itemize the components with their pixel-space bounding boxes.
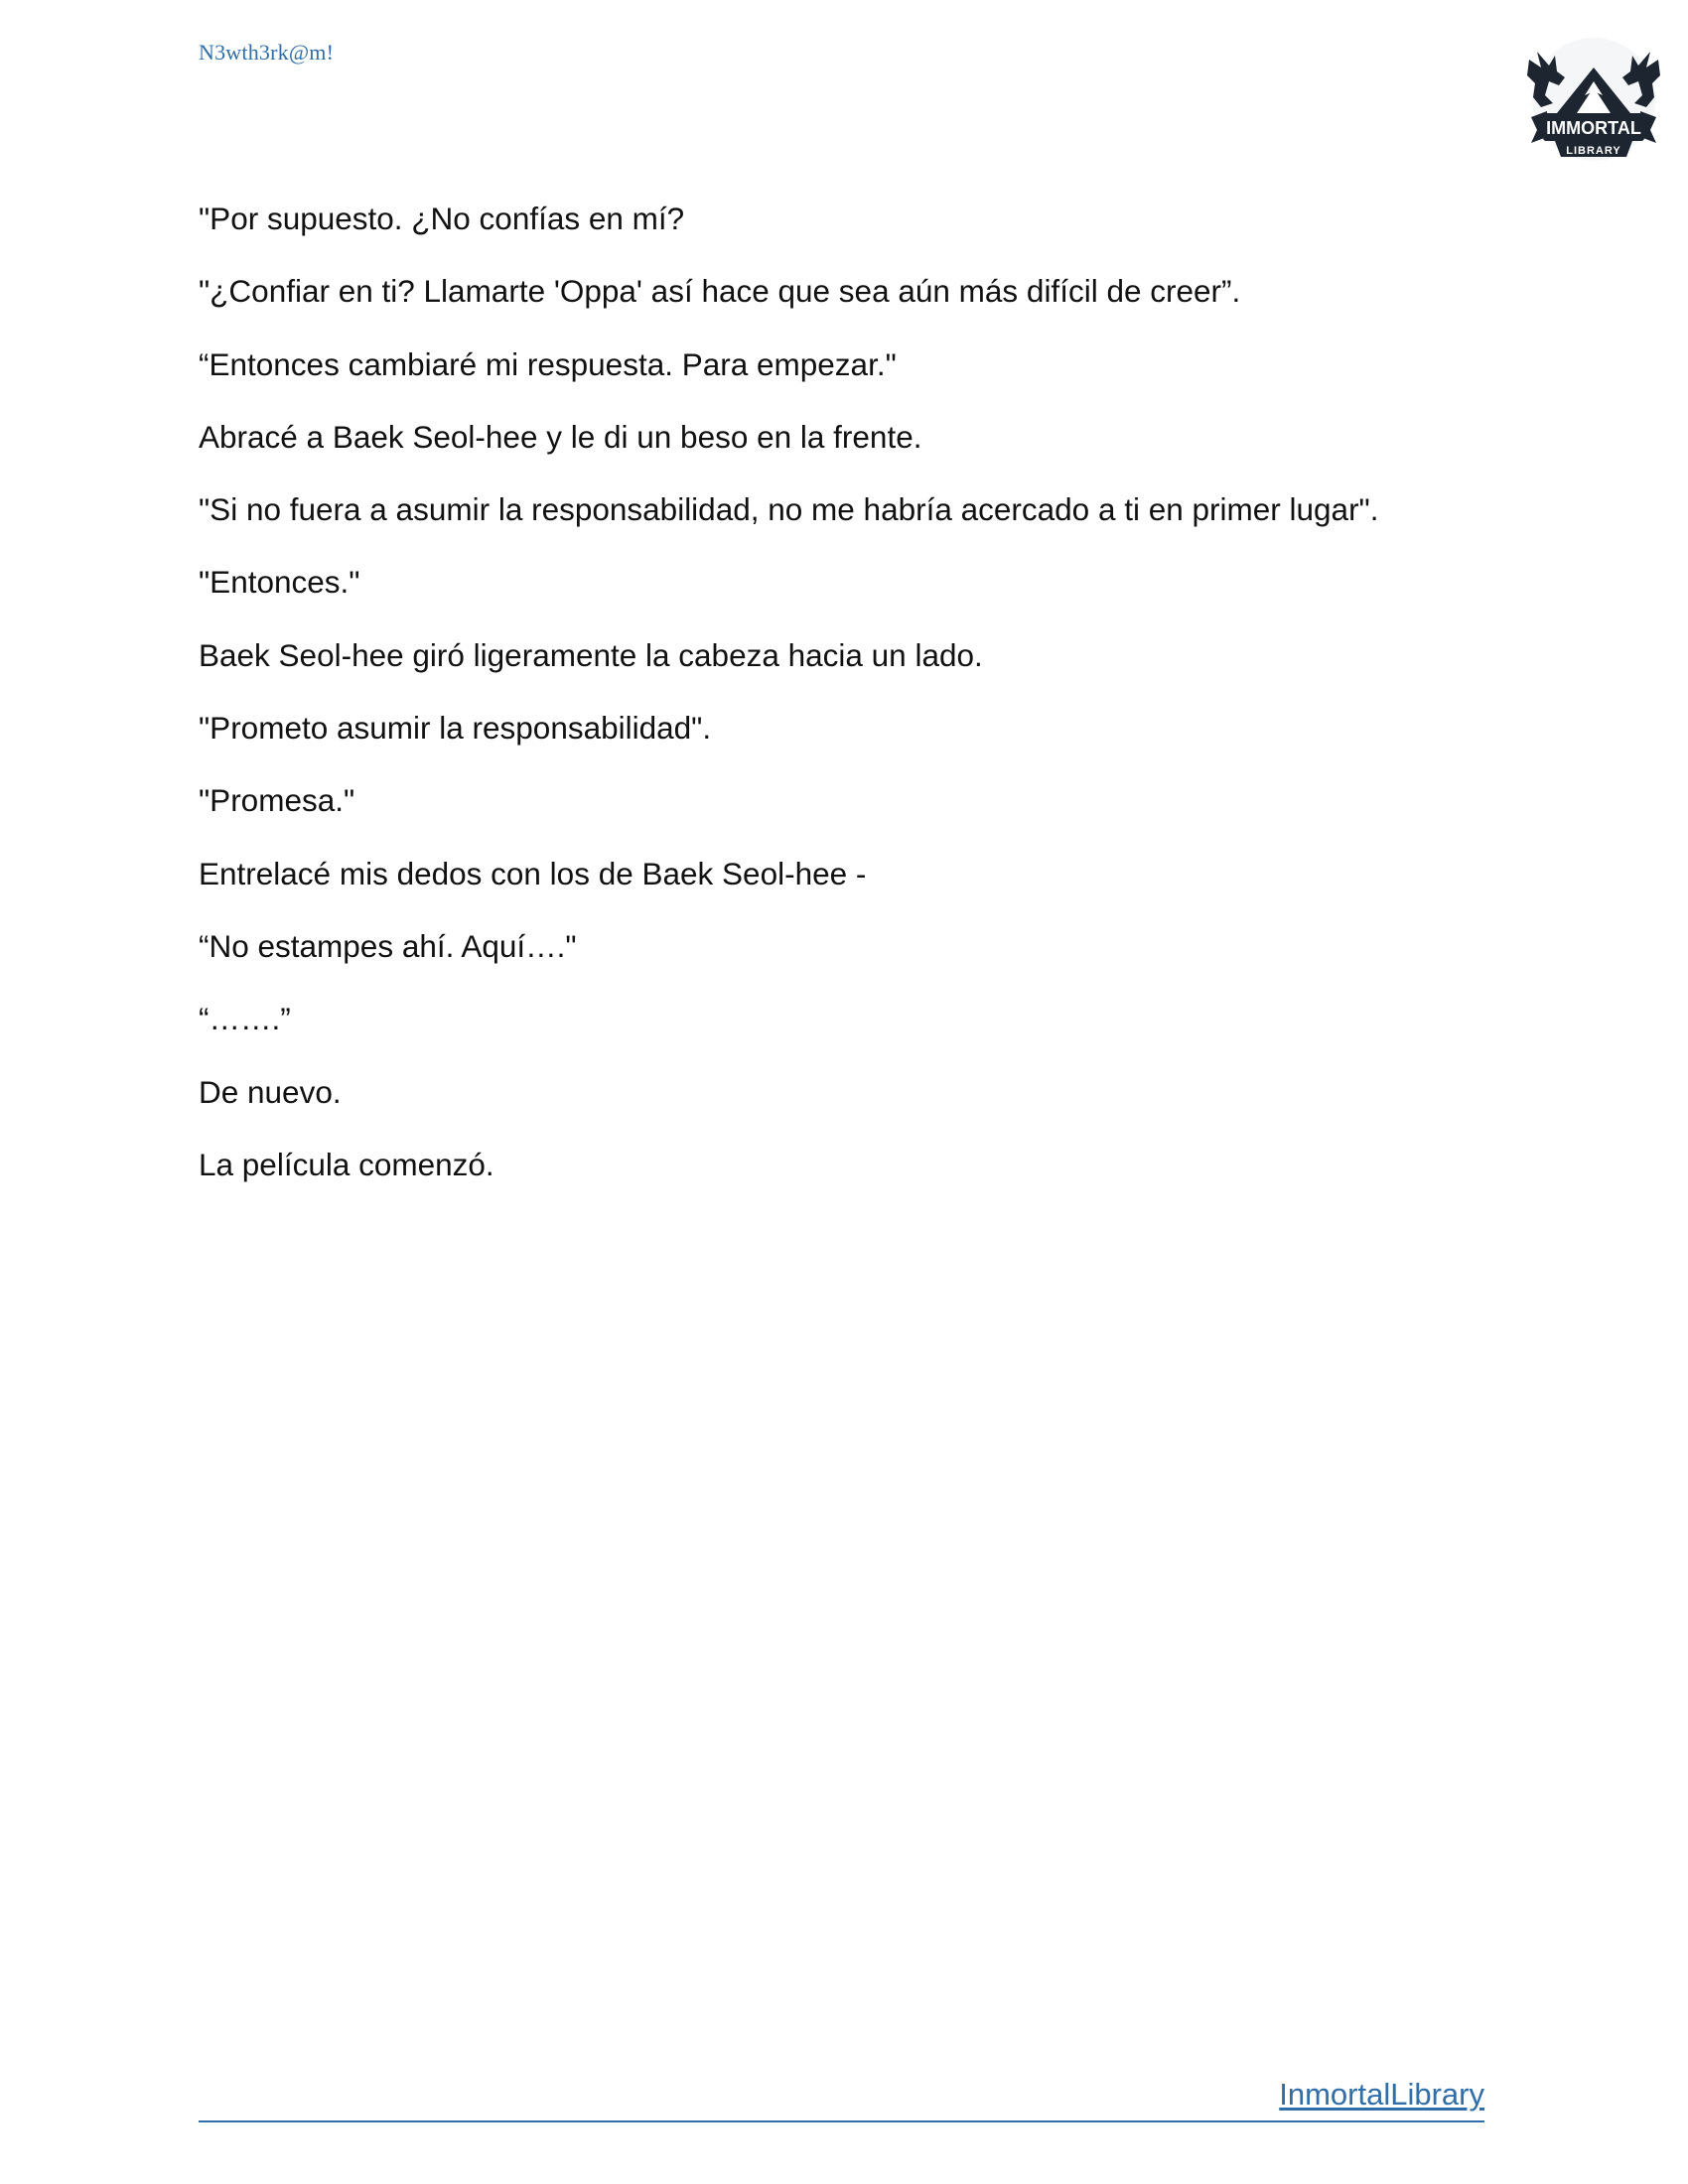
paragraph: "Prometo asumir la responsabilidad".: [199, 710, 712, 747]
header-text: N3wth3rk@m!: [199, 40, 335, 65]
paragraph: "Promesa.": [199, 782, 355, 819]
paragraph: "Entonces.": [199, 564, 360, 601]
paragraph: Baek Seol-hee giró ligeramente la cabeza hacia un lado.: [199, 636, 983, 673]
footer-rule: [199, 2077, 1484, 2122]
paragraph: “Entonces cambiaré mi respuesta. Para empezar.": [199, 345, 897, 382]
document-body: [199, 195, 1489, 1213]
footer-link[interactable]: InmortalLibrary: [1279, 2077, 1484, 2112]
logo-line1: IMMORTAL: [1546, 118, 1641, 138]
paragraph: Entrelacé mis dedos con los de Baek Seol-hee -: [199, 855, 867, 891]
paragraph: “…….”: [199, 1001, 291, 1037]
paragraph: "Por supuesto. ¿No confías en mí?: [199, 201, 685, 236]
paragraph: "Si no fuera a asumir la responsabilidad, no me habría acercado a ti en primer lugar".: [199, 491, 1379, 528]
paragraph: “No estampes ahí. Aquí….": [199, 927, 577, 964]
paragraph: La película comenzó.: [199, 1146, 494, 1182]
immortal-library-logo: [1519, 38, 1668, 167]
paragraph: De nuevo.: [199, 1073, 342, 1110]
paragraph: "¿Confiar en ti? Llamarte 'Oppa' así hace que sea aún más difícil de creer”.: [199, 273, 1241, 310]
paragraph: Abracé a Baek Seol-hee y le di un beso en la frente.: [199, 418, 922, 455]
logo-line2: LIBRARY: [1566, 145, 1621, 157]
